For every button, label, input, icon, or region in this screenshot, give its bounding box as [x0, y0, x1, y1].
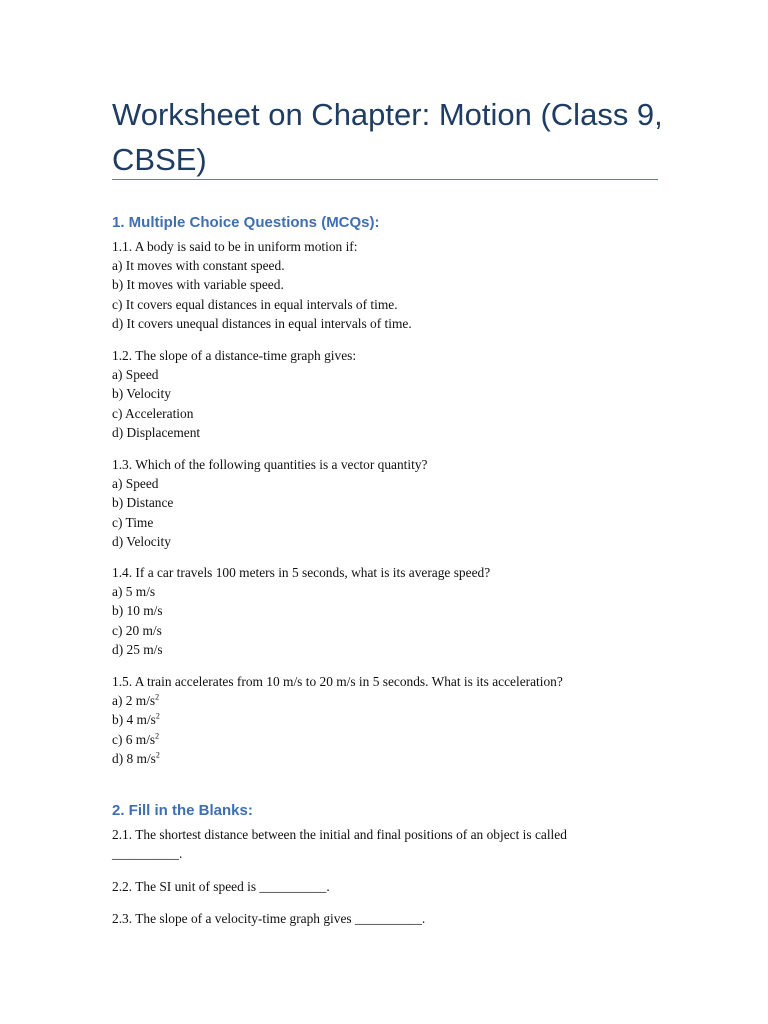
question-2-3: [112, 909, 672, 928]
answer-blank: __________.: [112, 846, 183, 862]
question-text: 1.4. If a car travels 100 meters in 5 seconds, what is its average speed?: [112, 565, 491, 580]
section-heading-fill-blanks: 2. Fill in the Blanks:: [112, 802, 253, 819]
question-1-5: [112, 672, 672, 768]
superscript: 2: [155, 731, 160, 741]
question-text: 1.3. Which of the following quantities is a vector quantity?: [112, 457, 428, 472]
option: b) It moves with variable speed.: [112, 277, 284, 293]
option: c) 20 m/s: [112, 622, 162, 638]
question-text: 2.2. The SI unit of speed is __________.: [112, 879, 330, 894]
question-2-2: [112, 877, 672, 896]
question-text: 1.1. A body is said to be in uniform motion if:: [112, 239, 358, 254]
option: c) It covers equal distances in equal intervals of time.: [112, 296, 398, 312]
option: d) It covers unequal distances in equal intervals of time.: [112, 315, 412, 331]
question-text: 1.5. A train accelerates from 10 m/s to 20 m/s in 5 seconds. What is its acceleration?: [112, 674, 563, 689]
option: b) 10 m/s: [112, 603, 163, 619]
option: c) Acceleration: [112, 405, 194, 421]
page-title: Worksheet on Chapter: Motion (Class 9, CBSE): [112, 97, 663, 177]
option: a) 2 $m/s^2$: [112, 692, 160, 709]
option: d) Displacement: [112, 424, 201, 440]
superscript: 2: [155, 711, 160, 721]
option: c) Time: [112, 514, 154, 530]
option: d) 8 $m/s^2$: [112, 750, 160, 766]
question-text: 1.2. The slope of a distance-time graph gives:: [112, 348, 357, 363]
question-1-3: [112, 455, 672, 551]
option: a) 5 m/s: [112, 584, 156, 600]
question-2-1: [112, 825, 672, 863]
option: a) Speed: [112, 476, 159, 492]
option: c) 6 $m/s^2$: [112, 731, 160, 747]
option: d) Velocity: [112, 533, 171, 549]
question-1-1: [112, 237, 672, 333]
title-divider: [112, 179, 658, 180]
option: d) 25 m/s: [112, 641, 163, 657]
question-text: 2.3. The slope of a velocity-time graph gives __________.: [112, 911, 426, 926]
question-1-4: [112, 563, 672, 659]
superscript: 2: [155, 750, 160, 760]
option: b) Distance: [112, 495, 174, 511]
question-text: 2.1. The shortest distance between the initial and final positions of an object is called: [112, 827, 567, 842]
section-heading-mcq: 1. Multiple Choice Questions (MCQs):: [112, 214, 380, 231]
option: a) Speed: [112, 367, 159, 383]
question-1-2: [112, 346, 672, 442]
option: b) 4 $m/s^2$: [112, 711, 160, 728]
option: a) It moves with constant speed.: [112, 258, 285, 274]
superscript: 2: [155, 692, 160, 702]
option: b) Velocity: [112, 386, 171, 402]
